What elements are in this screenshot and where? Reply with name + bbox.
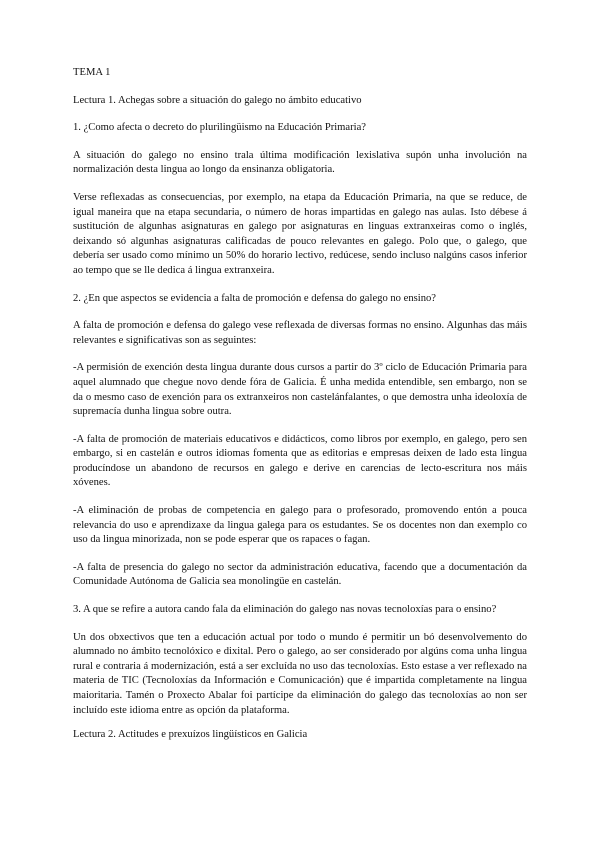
- question-2-point-1: -A permisión de exención desta lingua durante dous cursos a partir do 3º ciclo de Educación Primaria para aquel alumnado que chegue novo dende fóra de Galicia. É unha medida entendible, sen embargo, non se da o mesmo caso de exención para os extranxeiros non castelánfalantes, o que demostra unha ideoloxía de supremacía dunha lingua sobre outra.: [73, 362, 527, 418]
- question-2-paragraph-1: A falta de promoción e defensa do galego vese reflexada de diversas formas no ensino. Algunhas das máis relevantes e significativas son as seguintes:: [73, 320, 527, 346]
- question-1-paragraph-2: Verse reflexadas as consecuencias, por exemplo, na etapa da Educación Primaria, na que se reduce, de igual maneira que na etapa secundaria, o número de horas impartidas en galego nas aulas. Isto débese á sustitución de algunhas asignaturas en galego por asignaturas en linguas extranxeiras como o inglés, deixando só algunhas asignaturas calificadas de pouco relevantes en galego. Polo que, o galego, que debería ser usado como mínimo un 50% do horario lectivo, redúcese, sendo incluso nalgúns casos inferior ao tempo que se lle dedica á lingua extranxeira.: [73, 191, 527, 276]
- question-1-paragraph-1: A situación do galego no ensino trala última modificación lexislativa supón unha involución na normalización desta lingua ao longo da ensinanza obligatoria.: [73, 149, 527, 176]
- reading-2-title: Lectura 2. Actitudes e prexuízos lingüísticos en Galicia: [73, 729, 308, 741]
- question-2-point-4: -A falta de presencia do galego no sector da administración educativa, facendo que a documentación da Comunidade Autónoma de Galicia sea monolingüe en castelán.: [73, 561, 527, 588]
- question-1: 1. ¿Como afecta o decreto do plurilingüismo na Educación Primaria?: [73, 122, 366, 134]
- question-2-point-2: -A falta de promoción de materiais educativos e didácticos, como libros por exemplo, en galego, pero sen embargo, si en castelán e outros idiomas fomenta que as editorias e empresas deixen de lado esta lingua producíndose un abandono de recursos en galego e derive en carencias de lecto-escritura nos máis xóvenes.: [73, 433, 527, 489]
- question-3: 3. A que se refire a autora cando fala da eliminación do galego nas novas tecnoloxías para o ensino?: [73, 604, 497, 616]
- document-page: [73, 66, 527, 756]
- question-2-point-3: -A eliminación de probas de competencia en galego para o profesorado, promovendo entón a pouca relevancia do uso e aprendizaxe da lingua galega para os estudantes. Se os docentes non dan exemplo co uso da lingua minorizada, non se pode esperar que os rapaces o fagan.: [73, 505, 527, 546]
- reading-1-title: Lectura 1. Achegas sobre a situación do galego no ámbito educativo: [73, 94, 362, 106]
- document-title: TEMA 1: [73, 67, 111, 78]
- question-2: 2. ¿En que aspectos se evidencia a falta de promoción e defensa do galego no ensino?: [73, 292, 436, 304]
- question-3-paragraph-1: Un dos obxectivos que ten a educación actual por todo o mundo é permitir un bó desenvolvemento do alumnado no ámbito tecnolóxico e dixital. Pero o galego, ao ser considerado por algúns coma unha lingua rural e contraria á modernización, está a ser excluída no uso das tecnoloxías. Esto estase a ver reflexado na materia de TIC (Tecnoloxías da Información e Comunicación) que é impartida completamente na lingua maioritaria. Tamén o Proxecto Abalar foi partícipe da eliminación do galego das tecnoloxías ao non ser incluído este idioma entre as opción da plataforma.: [73, 631, 527, 716]
